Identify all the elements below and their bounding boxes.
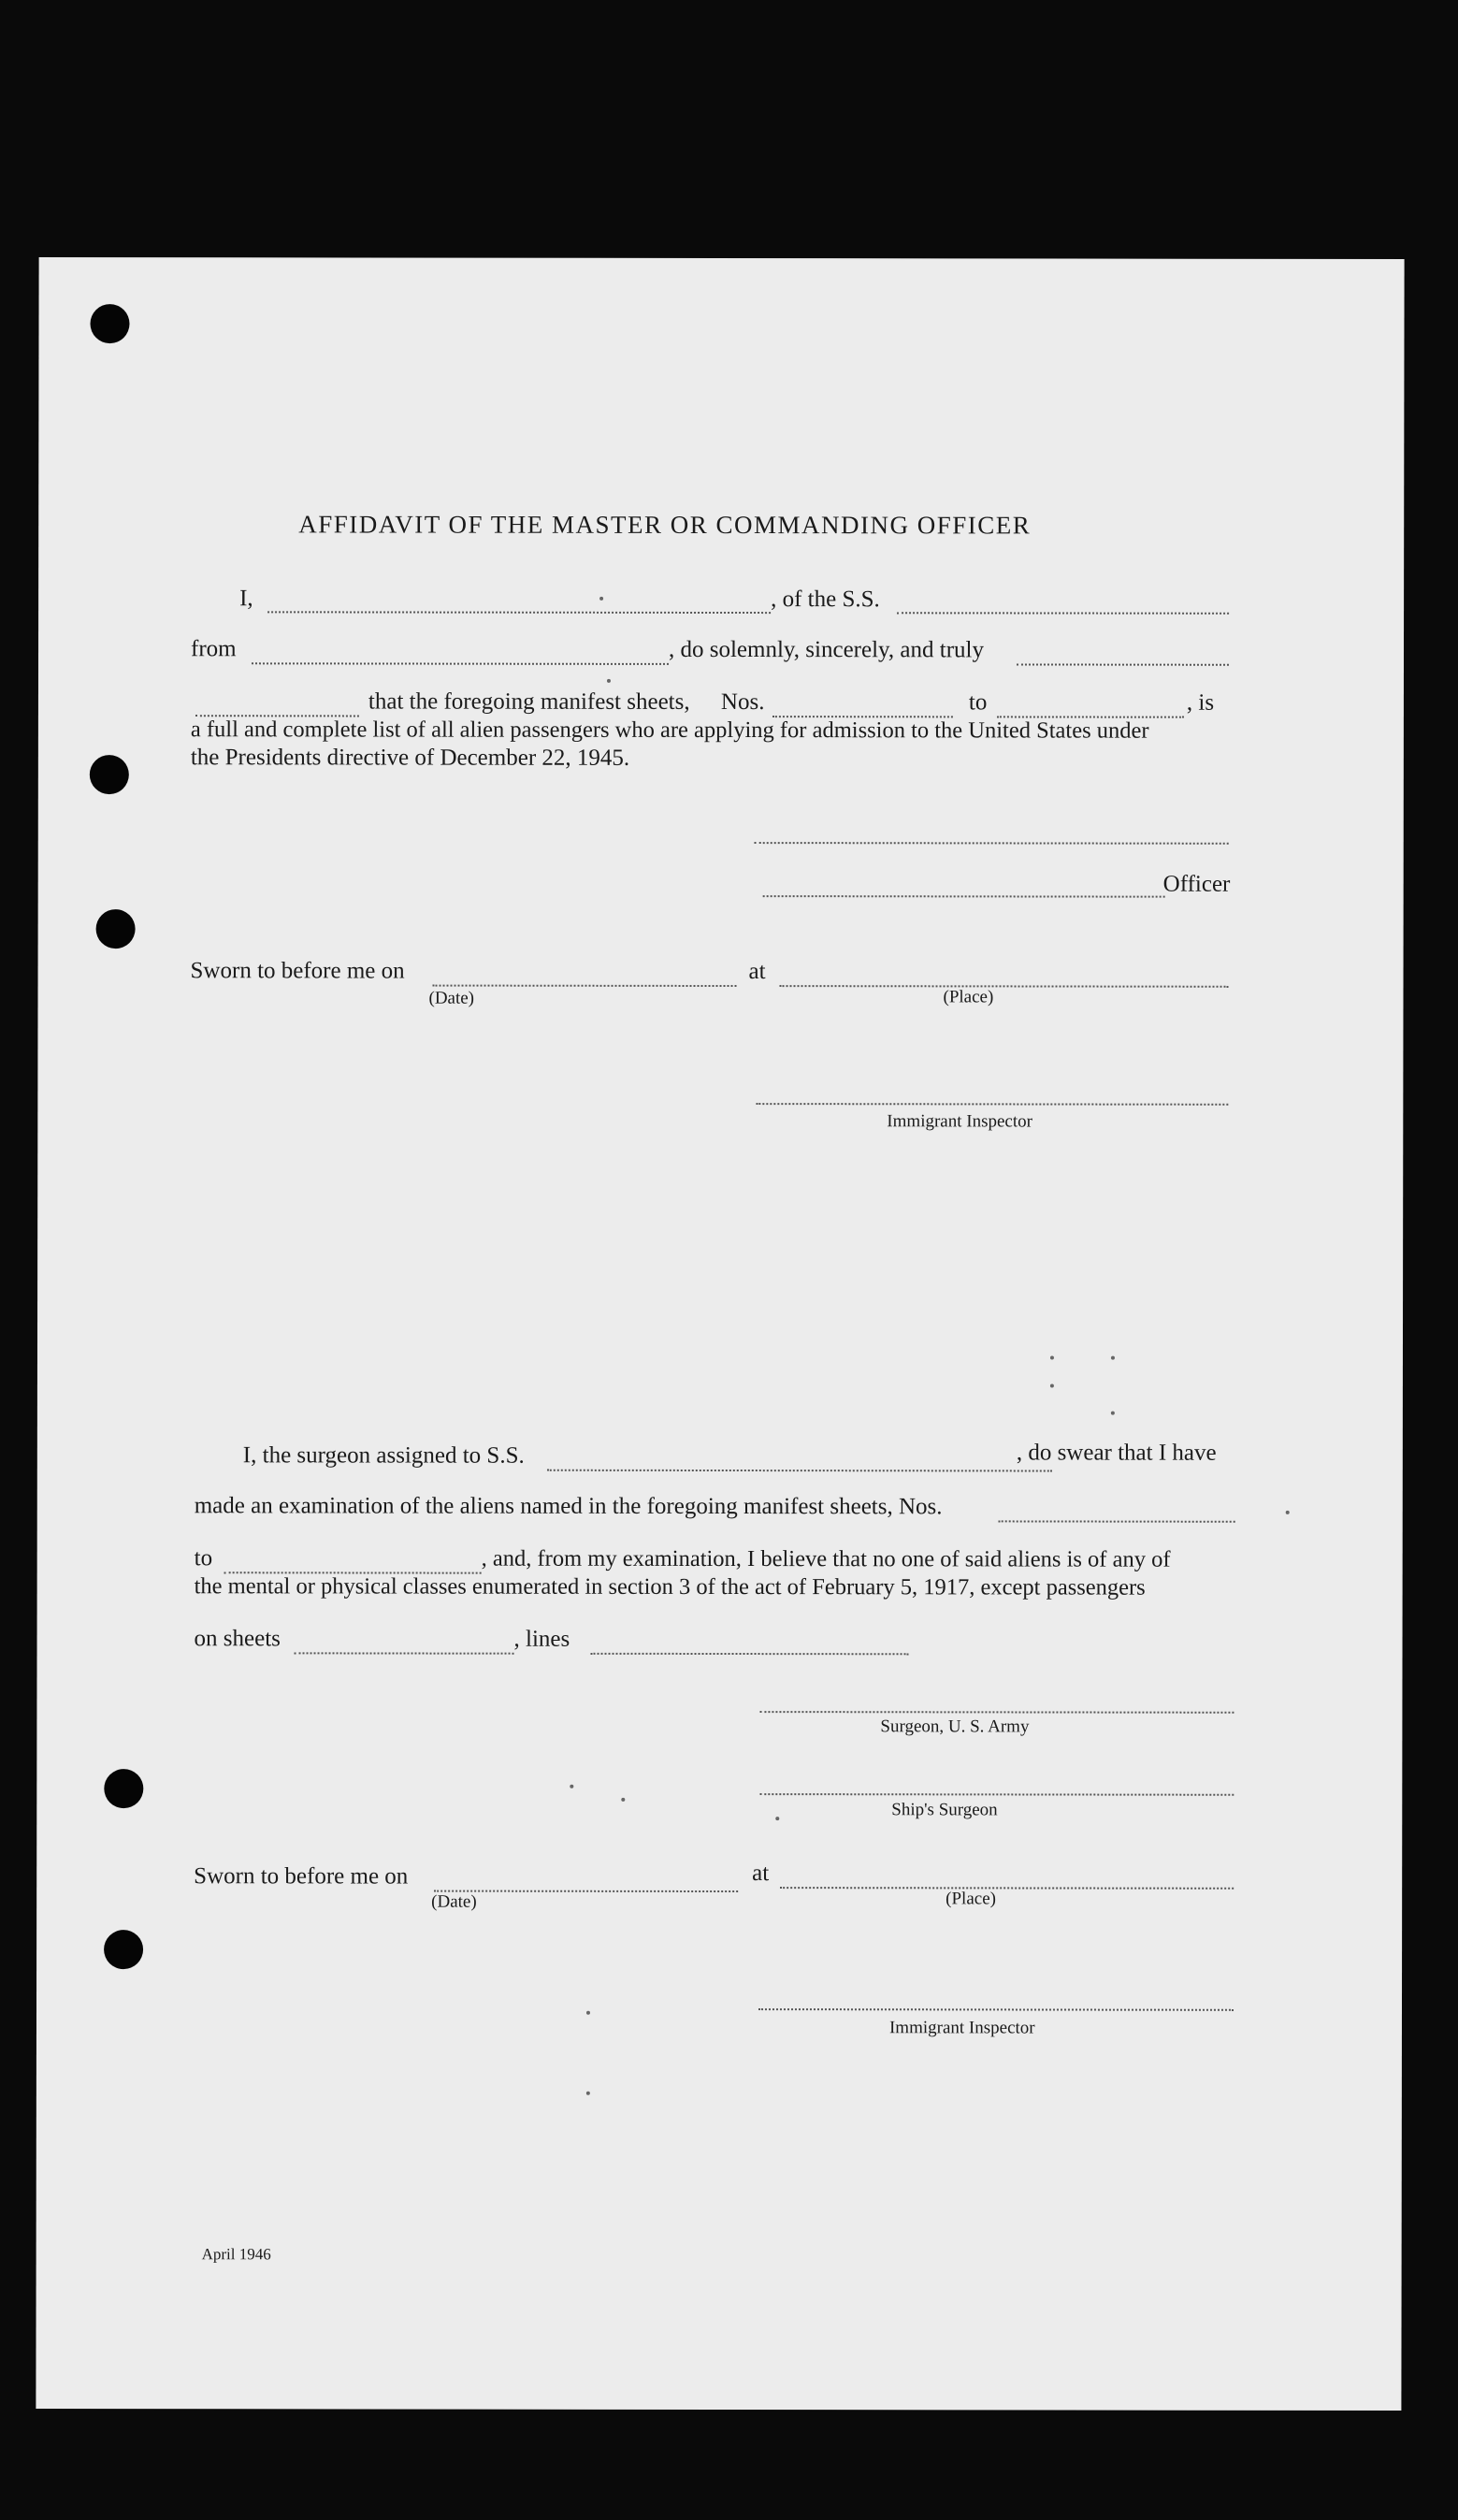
label-lines: , lines [513, 1626, 570, 1652]
label-surgeon-army: Surgeon, U. S. Army [880, 1716, 1030, 1737]
surgeon-line-4: the mental or physical classes enumerated in section 3 of the act of February 5, 1917, except passengers [194, 1573, 1146, 1600]
excepted-sheets-field[interactable] [295, 1652, 514, 1654]
surgeon-inspector-signature-line[interactable] [758, 2008, 1234, 2011]
inspector-signature-line[interactable] [756, 1103, 1228, 1106]
scan-speck [621, 1798, 625, 1802]
officer-signature-line-2[interactable] [763, 895, 1165, 898]
label-do-swear: , do swear that I have [1016, 1440, 1217, 1466]
scan-speck [586, 2011, 590, 2015]
label-i: I, [239, 586, 253, 612]
scan-speck [607, 679, 611, 683]
label-of-ss: , of the S.S. [771, 587, 880, 613]
excepted-lines-field[interactable] [591, 1653, 909, 1655]
label-that-foregoing: that the foregoing manifest sheets, [368, 688, 690, 715]
label-to: to [968, 689, 988, 716]
label-surgeon-immigrant-inspector: Immigrant Inspector [888, 2018, 1035, 2038]
label-surgeon-sworn: Sworn to before me on [194, 1863, 409, 1890]
label-ships-surgeon: Ship's Surgeon [891, 1800, 998, 1820]
surgeon-ship-field[interactable] [547, 1470, 1052, 1472]
scan-speck [775, 1817, 779, 1820]
label-surgeon-at: at [752, 1861, 770, 1887]
scan-speck [1111, 1412, 1115, 1415]
scan-speck [1286, 1511, 1290, 1514]
surgeon-date-caption: (Date) [431, 1891, 477, 1912]
scan-speck [570, 1785, 573, 1789]
scan-speck [1050, 1355, 1054, 1359]
oath-word-field[interactable] [1017, 663, 1229, 665]
label-immigrant-inspector: Immigrant Inspector [887, 1111, 1032, 1132]
scan-speck [586, 2092, 590, 2095]
surgeon-line-2: made an examination of the aliens named in the foregoing manifest sheets, Nos. [194, 1493, 943, 1520]
surgeon-place-caption: (Place) [946, 1889, 996, 1909]
place-caption: (Place) [943, 987, 994, 1007]
label-nos: Nos. [720, 689, 765, 716]
from-port-field[interactable] [252, 662, 669, 665]
label-is: , is [1186, 689, 1215, 716]
form-edition-date: April 1946 [201, 2245, 271, 2264]
sworn-place-field[interactable] [780, 985, 1229, 988]
binder-hole [96, 909, 136, 949]
statement-line-4: a full and complete list of all alien passengers who are applying for admission to the United States under [190, 717, 1149, 744]
scan-speck [1050, 1383, 1054, 1387]
label-on-sheets: on sheets [194, 1626, 281, 1652]
surgeon-sworn-place-field[interactable] [780, 1887, 1234, 1890]
statement-line-5: the Presidents directive of December 22, 1945. [190, 745, 630, 771]
surgeon-line-1: I, the surgeon assigned to S.S. [242, 1442, 525, 1469]
label-solemnly: , do solemnly, sincerely, and truly [669, 636, 985, 663]
label-at: at [748, 959, 766, 985]
form-sheet [36, 257, 1404, 2411]
date-caption: (Date) [428, 988, 475, 1008]
binder-hole [90, 304, 129, 343]
ships-surgeon-signature-line[interactable] [759, 1793, 1234, 1796]
binder-hole [90, 755, 129, 794]
surgeon-sworn-date-field[interactable] [434, 1890, 738, 1892]
binder-hole [104, 1769, 143, 1808]
form-title: AFFIDAVIT OF THE MASTER OR COMMANDING OFFICER [298, 510, 1032, 540]
sworn-date-field[interactable] [433, 985, 737, 987]
label-from: from [191, 636, 237, 662]
label-officer: Officer [1162, 871, 1231, 897]
label-sworn: Sworn to before me on [190, 958, 405, 984]
master-name-field[interactable] [267, 611, 771, 614]
surgeon-sheet-from-field[interactable] [999, 1520, 1235, 1522]
ship-name-field[interactable] [897, 612, 1229, 614]
surgeon-line-3: , and, from my examination, I believe that no one of said aliens is of any of [481, 1545, 1171, 1572]
binder-hole [104, 1930, 143, 1969]
label-surgeon-to: to [194, 1545, 213, 1571]
officer-signature-line-1[interactable] [755, 842, 1229, 845]
scan-speck [1111, 1356, 1115, 1360]
scan-speck [599, 597, 603, 601]
